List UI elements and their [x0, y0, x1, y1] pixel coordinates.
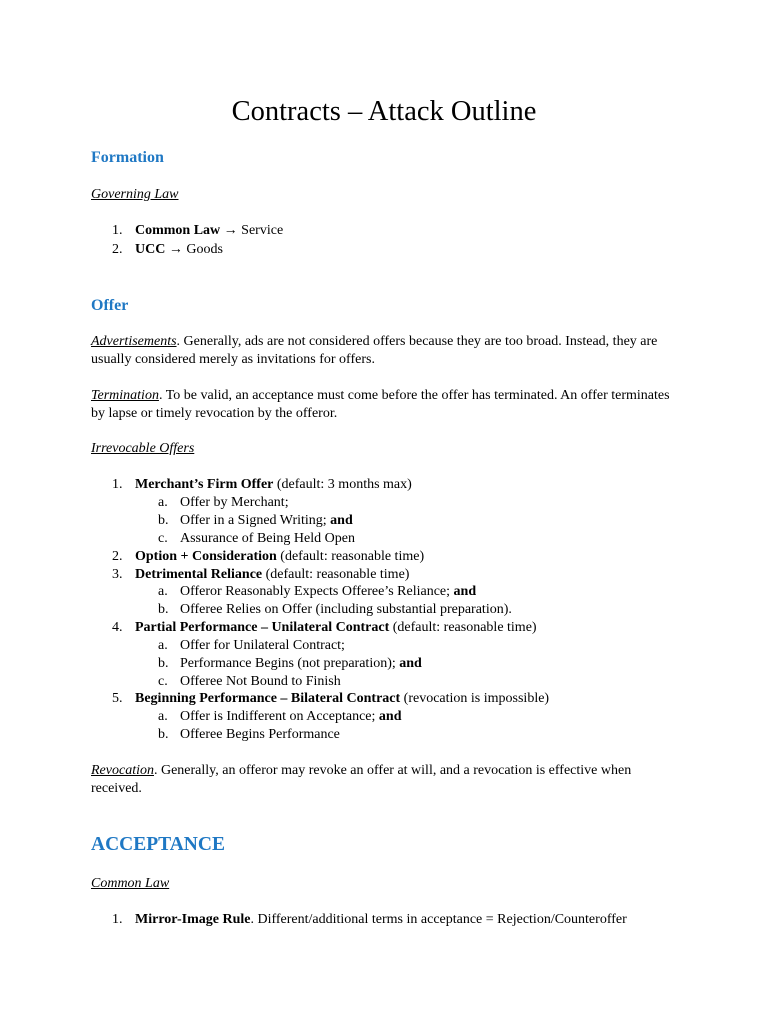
paragraph-termination: Termination. To be valid, an acceptance must come before the offer has terminated. An offer terminates by lapse or timely revocation by the offeror.	[91, 388, 670, 421]
subheading-governing-law: Governing Law	[91, 187, 179, 202]
sub-list-item: a. Offer by Merchant;	[158, 495, 289, 510]
list-item: 4. Partial Performance – Unilateral Contract (default: reasonable time)	[112, 620, 537, 635]
sub-list-item: b. Offeree Begins Performance	[158, 727, 340, 742]
sub-list-item: a. Offeror Reasonably Expects Offeree’s Reliance; and	[158, 584, 477, 599]
paragraph-advertisements: Advertisements. Generally, ads are not considered offers because they are too broad. Instead, they are usually considered merely as invitations for offers.	[91, 334, 658, 367]
sub-list-item: b. Offeree Relies on Offer (including substantial preparation).	[158, 602, 512, 617]
document-title: Contracts – Attack Outline	[231, 96, 537, 127]
list-item: 1. Merchant’s Firm Offer (default: 3 months max)	[112, 477, 412, 492]
sub-list-item: c. Assurance of Being Held Open	[158, 531, 355, 546]
list-item: 2. UCC → Goods	[112, 242, 223, 257]
sub-list-item: b. Performance Begins (not preparation); and	[158, 656, 422, 671]
list-item: 1. Mirror-Image Rule. Different/additional terms in acceptance = Rejection/Counteroffer	[112, 912, 627, 927]
heading-acceptance: ACCEPTANCE	[91, 834, 225, 855]
subheading-common-law: Common Law	[91, 876, 170, 891]
list-item: 1. Common Law → Service	[112, 223, 284, 238]
subheading-irrevocable-offers: Irrevocable Offers	[91, 441, 195, 456]
list-item: 5. Beginning Performance – Bilateral Contract (revocation is impossible)	[112, 691, 550, 706]
list-item: 2. Option + Consideration (default: reasonable time)	[112, 549, 425, 564]
sub-list-item: b. Offer in a Signed Writing; and	[158, 513, 353, 528]
paragraph-revocation: Revocation. Generally, an offeror may revoke an offer at will, and a revocation is effective when received.	[91, 763, 632, 796]
heading-offer: Offer	[91, 297, 129, 314]
sub-list-item: c. Offeree Not Bound to Finish	[158, 674, 341, 689]
sub-list-item: a. Offer for Unilateral Contract;	[158, 638, 345, 653]
list-item: 3. Detrimental Reliance (default: reasonable time)	[112, 567, 410, 582]
sub-list-item: a. Offer is Indifferent on Acceptance; and	[158, 709, 402, 724]
heading-formation: Formation	[91, 149, 164, 166]
